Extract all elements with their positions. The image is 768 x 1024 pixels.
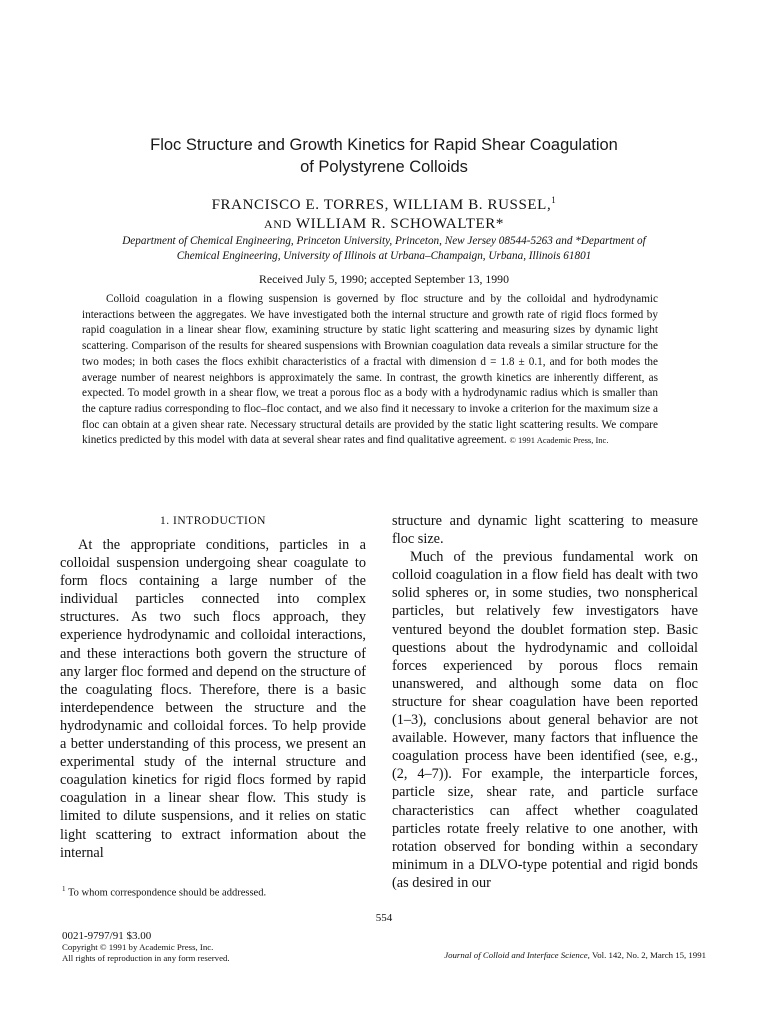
title-line-2: of Polystyrene Colloids (300, 158, 468, 176)
abstract-copyright: © 1991 Academic Press, Inc. (509, 435, 609, 446)
received-dates: Received July 5, 1990; accepted September 13, 1990 (259, 272, 509, 286)
abstract-text: Colloid coagulation in a flowing suspension is governed by floc structure and by the colloidal and hydrodynamic interactions between the aggregates. We have investigated both the internal structure and growth rate of rigid flocs formed by rapid coagulation in a linear shear flow, examining structure by static light scattering and measuring sizes by dynamic light scattering. Comparison of the results for sheared suspensions with Brownian coagulation data reveals a similar structure for the two modes; in both cases the flocs exhibit characteristics of a fractal with dimension d = 1.8 ± 0.1, and for both modes the average number of nearest neighbors is approximately the same. In contrast, the growth kinetics are inherently different, as expected. To model growth in a shear flow, we treat a porous floc as a body with a hydrodynamic radius which is smaller than the capture radius corresponding to floc–floc contact, and we also find it necessary to invoke a criterion for the maximum size a floc can obtain at a given shear rate. Necessary structural details are provided by the static light scattering results. We compare kinetics predicted by this model with data at several shear rates and find qualitative agreement. (82, 293, 658, 447)
affiliation-line-1: Department of Chemical Engineering, Princeton University, Princeton, New Jersey 08544-5263 and *Department of (122, 235, 646, 247)
authors-line-1-names: FRANCISCO E. TORRES, WILLIAM B. RUSSEL, (211, 197, 552, 213)
paper-title (60, 134, 708, 178)
section-heading: 1. INTRODUCTION (160, 515, 266, 527)
affiliation-line-2: Chemical Engineering, University of Illinois at Urbana–Champaign, Urbana, Illinois 61801 (176, 250, 592, 262)
footnote-text: To whom correspondence should be addressed. (67, 887, 267, 899)
title-line-1: Floc Structure and Growth Kinetics for Rapid Shear Coagulation (150, 136, 618, 154)
footnote-mark: 1 (62, 885, 66, 893)
journal-citation (330, 949, 706, 961)
authors-and: AND (264, 217, 292, 231)
authors-line-2-name: WILLIAM R. SCHOWALTER* (295, 216, 504, 232)
author-footnote-mark: 1 (551, 195, 557, 205)
journal-name: Journal of Colloid and Interface Science, (444, 950, 590, 960)
affiliation (56, 234, 712, 264)
authors-line-2 (60, 215, 708, 234)
authors-line-1 (60, 191, 708, 215)
author-list (60, 191, 708, 234)
journal-volume: Vol. 142, No. 2, March 15, 1991 (592, 950, 706, 960)
intro-paragraph-2: Much of the previous fundamental work on colloid coagulation in a flow field has dealt with two solid spheres or, in some studies, two nonspherical particles, but relatively few investigators have ventured beyond the doublet formation step. Basic questions about the hydrodynamic and colloidal forces experienced by porous flocs remain unanswered, and although some data on floc structure for shear coagulation have been reported (1–3), conclusions about general behavior are not available. However, many factors that influence the coagulation process have been identified (see, e.g., (2, 4–7)). For example, the interparticle forces, particle size, shear rate, and particle surface characteristics can affect whether coagulated particles rotate freely relative to one another, with rotation observed for bonding within a secondary minimum in a DLVO-type potential and rigid bonds (as desired in our (392, 549, 698, 891)
rights-line: All rights of reproduction in any form reserved. (62, 953, 230, 963)
intro-paragraph-1: At the appropriate conditions, particles in a colloidal suspension undergoing shear coagulate to form flocs containing a large number of the individual particles connected into complex structures. As two such flocs approach, they experience hydrodynamic and colloidal interactions, and these interactions both govern the structure of any larger floc formed and depend on the structure of the coagulating flocs. Therefore, there is a basic interdependence between the structure and the hydrodynamic and colloidal forces. To help provide a better understanding of this process, we present an experimental study of the internal structure and coagulation kinetics for rigid flocs formed by rapid coagulation in a linear shear flow. This study is limited to dilute suspensions, and it relies on static light scattering to extract information about the internal (60, 537, 366, 861)
copyright-line: Copyright © 1991 by Academic Press, Inc. (62, 942, 214, 952)
intro-continuation: structure and dynamic light scattering to measure floc size. (392, 513, 698, 548)
footer-publisher-info (62, 930, 322, 964)
page-number: 554 (375, 912, 393, 924)
right-column (392, 512, 698, 892)
abstract-paragraph (82, 292, 658, 449)
issn-price: 0021-9797/91 $3.00 (62, 930, 152, 942)
abstract (82, 292, 658, 449)
left-column (60, 512, 366, 862)
footnote (62, 882, 362, 901)
